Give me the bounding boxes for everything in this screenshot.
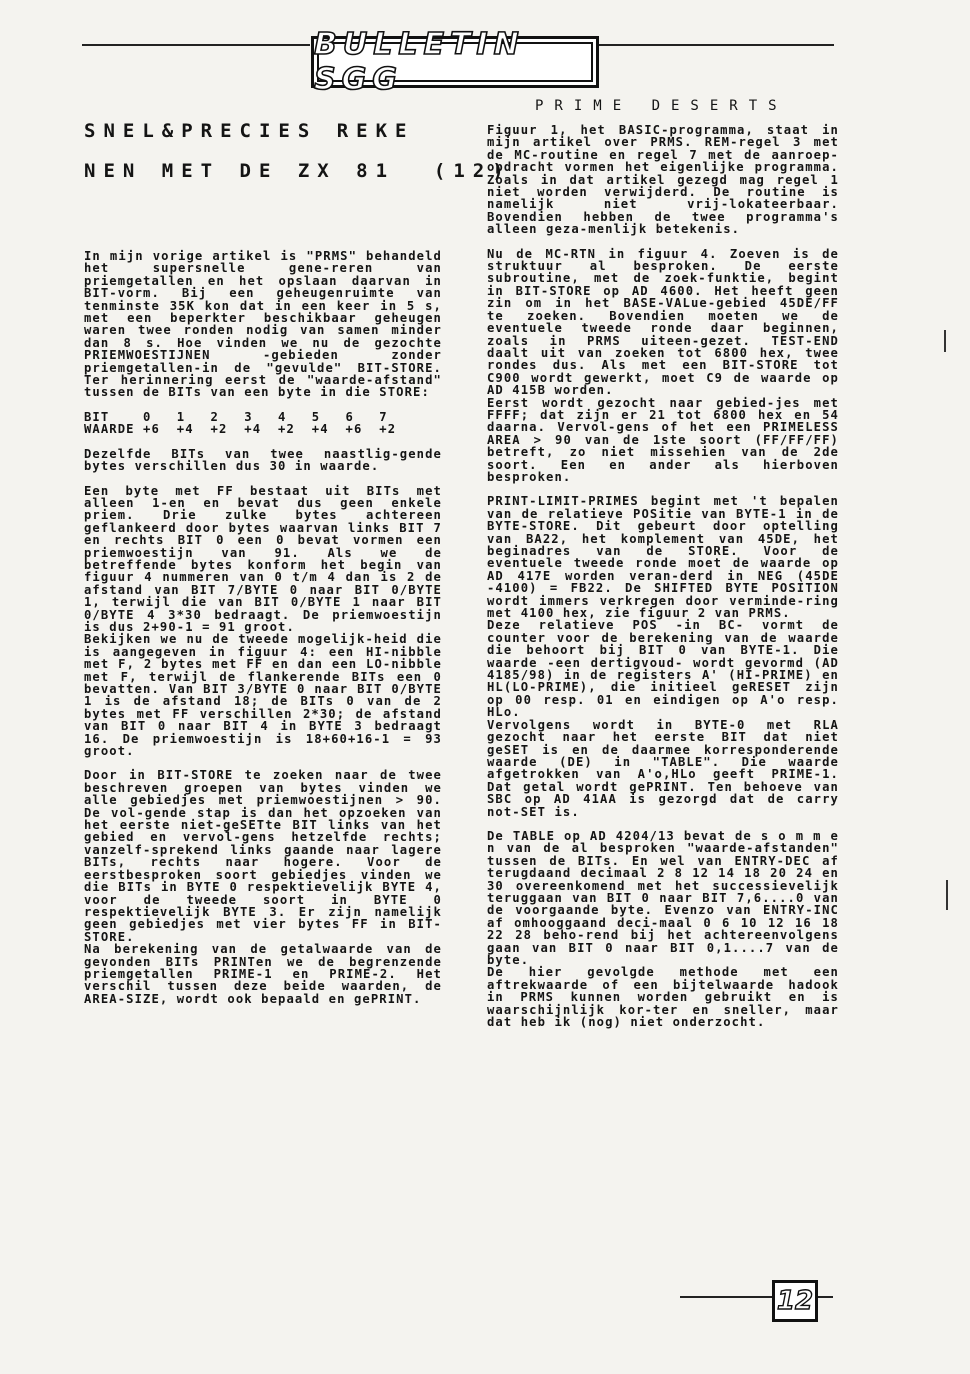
bit-value-table: BIT 0 1 2 3 4 5 6 7 WAARDE +6 +4 +2 +4 +2 +4 +6 +2 [84,409,397,437]
right-column-title: PRIME DESERTS [535,98,788,114]
top-rule-right [596,44,834,46]
masthead-logo: BULLETIN SGG [311,36,599,88]
left-title-line-1: SNEL&PRECIES REKE [84,120,415,142]
left-column [84,249,451,1006]
margin-mark [946,880,948,910]
top-rule-left [82,44,310,46]
right-paragraph: Nu de MC-RTN in figuur 4. Zoeven is de struktuur al besproken. De eerste subroutine, met de zoek-funktie, begint in BIT-STORE op AD 4600. Het heeft geen zin om in het BASE-VALue-gebied 45DE/FF te zoeken. Bovendien moeten we de eventuele tweede ronde daar beginnen, zoals in PRMS uiteen-gezet. TEST-END daalt uit van zoeken tot 6800 hex, twee rondes dus. Als met een BIT-STORE tot C900 wordt gewerkt, moet C9 de waarde op AD 415B worden. Eerst wordt gezocht naar gebied-jes met FFFF; dat zijn er 21 tot 6800 hex en 54 daarna. Vervol-gens of het een PRIMELESS AREA > 90 van de 1ste soort (FF/FF/FF) betreft, zo niet missehien van de 2de soort. Een en ander als hierboven besproken. [487,246,839,484]
right-column [487,123,848,1030]
left-paragraph: In mijn vorige artikel is "PRMS" behandeld het supersnelle gene-reren van priemgetallen en het opslaan daarvan in BIT-vorm. Bij een geheugenruimte van tenminste 35K kon dat in een keer in 5 s, met een beperkter beschikbaar geheugen waren twee ronden nodig van samen minder dan 8 s. Hoe vinden we nu de gezochte PRIEMWOESTIJNEN -gebieden zonder priemgetallen-in de "gevulde" BIT-STORE. Ter herinnering eerst de "waarde-afstand" tussen de BITs van een byte in die STORE: [84,249,451,400]
right-paragraph: Figuur 1, het BASIC-programma, staat in mijn artikel over PRMS. REM-regel 3 met de MC-routine en regel 7 met de aanroep-opdracht vormen het eigenlijke programma. Zoals in dat artikel gezegd mag regel 1 niet worden verwijderd. De routine is namelijk niet vrij-lokateerbaar. Bovendien hebben de twee programma's alleen geza-menlijk betekenis. [487,123,848,237]
left-paragraph: Door in BIT-STORE te zoeken naar de twee beschreven groepen van bytes vinden we alle gebiedjes met priemwoestijnen > 90. De vol-gende stap is dan het opzoeken van het eerste niet-geSETte BIT links van het gebied en vervol-gens hetzelfde rechts; vanzelf-sprekend links gaande naar lagere BITs, rechts naar hogere. Voor de eerstbesproken soort gebiedjes vinden we die BITs in BYTE 0 respektievelijk BYTE 4, voor de tweede soort in BYTE 0 respektievelijk BYTE 3. Er zijn namelijk geen gebiedjes met vier bytes FF in BIT-STORE. Na berekening van de getalwaarde van de gevonden BITs PRINTen we de begrenzende priemgetallen PRIME-1 en PRIME-2. Het verschil tussen deze beide waarden, de AREA-SIZE, wordt ook bepaald en gePRINT. [84,768,442,1006]
right-paragraph: De TABLE op AD 4204/13 bevat de s o m m e n van de al besproken "waarde-afstanden" tussen de BITs. En wel van ENTRY-DEC af terugdaand decimaal 2 8 12 14 18 20 24 en 30 overeenkomend met het successievelijk teruggaan van BIT 0 naar BIT 7,6....0 van de voorgaande byte. Evenzo van ENTRY-INC af omhooggaand deci-maal 0 6 10 12 16 18 22 28 beho-rend bij het achtereenvolgens gaan van BIT 0 naar BIT 0,1....7 van de byte. De hier gevolgde methode met een aftrekwaarde of een bijtelwaarde hadook in PRMS kunnen worden gebruikt en is waarschijnlijk kor-ter en sneller, maar dat heb ik (nog) niet onderzocht. [487,828,839,1030]
page-number: 12 [772,1280,818,1322]
margin-mark [944,330,946,352]
left-paragraph: Een byte met FF bestaat uit BITs met alleen 1-en en bevat dus geen enkele priem. Drie zulke bytes achtereen geflankeerd door bytes waarvan links BIT 7 en rechts BIT 0 een 0 bevat vormen een priemwoestijn van 91. Als we de betreffende bytes konform het begin van figuur 4 nummeren van 0 t/m 4 dan is 2 de afstand van BIT 7/BYTE 0 naar BIT 0/BYTE 1, terwijl die van BIT 0/BYTE 1 naar BIT 0/BYTE 4 3*30 bedraagt. De priemwoestijn is dus 2+90-1 = 91 groot. Bekijken we nu de tweede mogelijk-heid die is aangegeven in figuur 4: een HI-nibble met F, 2 bytes met FF en dan een LO-nibble met F, terwijl de flankerende BITs een 0 bevatten. Van BIT 3/BYTE 0 naar BIT 0/BYTE 1 is de afstand 18; de BITs 0 van de 2 bytes met FF verschillen 2*30; de afstand van BIT 0 naar BIT 4 in BYTE 3 bedraagt 16. De priemwoestijn is 18+60+16-1 = 93 groot. [84,483,442,759]
left-title-line-2: NEN MET DE ZX 81 (12) [84,160,512,182]
bottom-rule [680,1296,772,1298]
right-paragraph: PRINT-LIMIT-PRIMES begint met 't bepalen van de relatieve POSitie van BYTE-1 in de BYTE-STORE. Dit gebeurt door optelling van BA22, het komplement van 45DE, het beginadres van de STORE. Voor de eventuele tweede ronde moet de waarde op AD 417E worden veran-derd in NEG (45DE -4100) = FB22. De SHIFTED BYTE POSITION wordt immers verkregen door verminde-ring met 4100 hex, zie figuur 2 van PRMS. Deze relatieve POS -in BC- vormt de counter voor de berekening van de waarde die behoort bij BIT 0 van BYTE-1. Die waarde -een dertigvoud- wordt gevormd (AD 4185/98) in de registers A' (HI-PRIME) en HL(LO-PRIME), die initieel geRESET zijn op 00 resp. 01 en eindigen op A'o resp. HLo. Vervolgens wordt in BYTE-0 met RLA gezocht naar het eerste BIT dat niet geSET is en de daarmee korresponderende waarde (DE) in "TABLE". Die waarde afgetrokken van A'o,HLo geeft PRIME-1. Dat getal wordt gePRINT. Ten behoeve van SBC op AD 41AA is gezorgd dat de carry not-SET is. [487,494,839,819]
left-paragraph: Dezelfde BITs van twee naastlig-gende bytes verschillen dus 30 in waarde. [84,446,451,474]
